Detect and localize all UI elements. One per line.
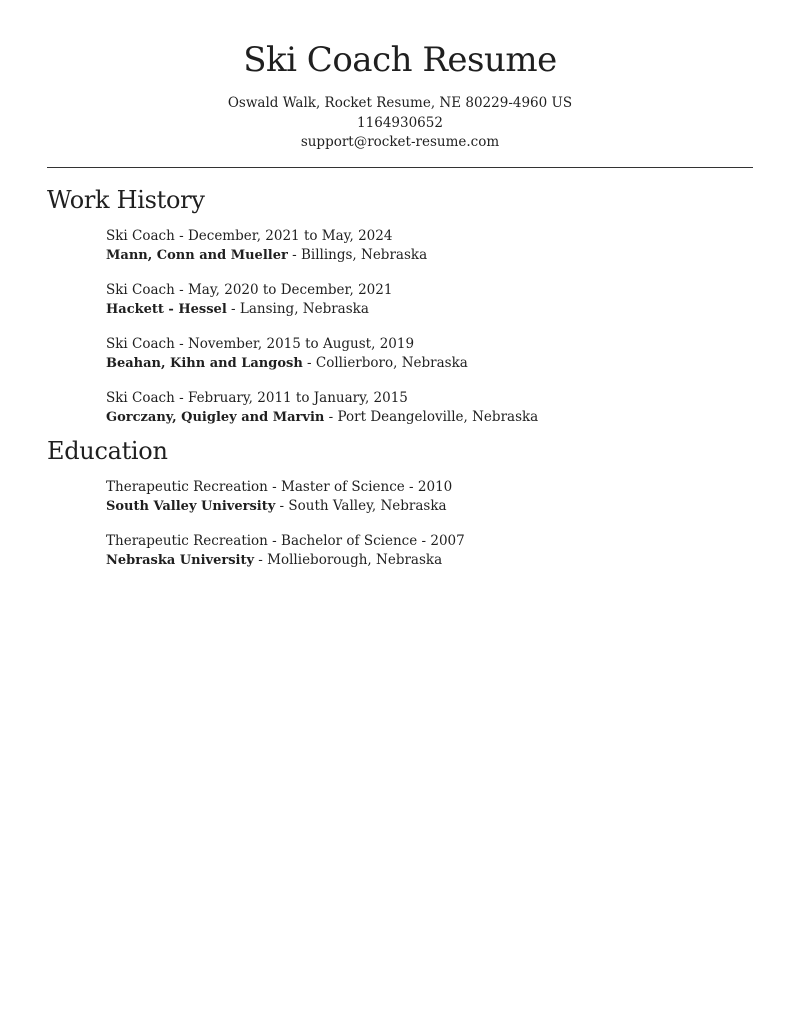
education-entry — [106, 532, 465, 570]
page-title: Ski Coach Resume — [243, 40, 557, 80]
school: Nebraska University — [106, 553, 255, 568]
email: support@rocket-resume.com — [300, 134, 500, 150]
location: - Billings, Nebraska — [287, 247, 428, 263]
job-title-dates: Ski Coach - May, 2020 to December, 2021 — [106, 282, 393, 298]
degree-year: Therapeutic Recreation - Bachelor of Science - 2007 — [106, 533, 465, 549]
education-entry — [106, 478, 465, 516]
work-history-heading: Work History — [47, 186, 205, 214]
work-entry — [106, 335, 538, 373]
location: - Collierboro, Nebraska — [302, 355, 468, 371]
education-list — [106, 478, 465, 586]
company: Gorczany, Quigley and Marvin — [106, 410, 325, 425]
job-title-dates: Ski Coach - November, 2015 to August, 2019 — [106, 336, 415, 352]
location: - South Valley, Nebraska — [275, 498, 447, 514]
company: Hackett - Hessel — [106, 302, 227, 317]
degree-year: Therapeutic Recreation - Master of Science - 2010 — [106, 479, 453, 495]
school: South Valley University — [106, 499, 276, 514]
work-entry — [106, 227, 538, 265]
company: Beahan, Kihn and Langosh — [106, 356, 303, 371]
work-entry — [106, 281, 538, 319]
company: Mann, Conn and Mueller — [106, 248, 288, 263]
job-title-dates: Ski Coach - December, 2021 to May, 2024 — [106, 228, 393, 244]
phone: 1164930652 — [357, 114, 443, 131]
job-title-dates: Ski Coach - February, 2011 to January, 2015 — [106, 390, 408, 406]
work-history-list — [106, 227, 538, 443]
location: - Lansing, Nebraska — [226, 301, 369, 317]
education-heading: Education — [47, 437, 168, 465]
address: Oswald Walk, Rocket Resume, NE 80229-4960 US — [227, 95, 573, 111]
location: - Mollieborough, Nebraska — [254, 552, 443, 568]
location: - Port Deangeloville, Nebraska — [324, 409, 539, 425]
divider — [47, 167, 753, 168]
work-entry — [106, 389, 538, 427]
contact-info — [0, 94, 800, 153]
